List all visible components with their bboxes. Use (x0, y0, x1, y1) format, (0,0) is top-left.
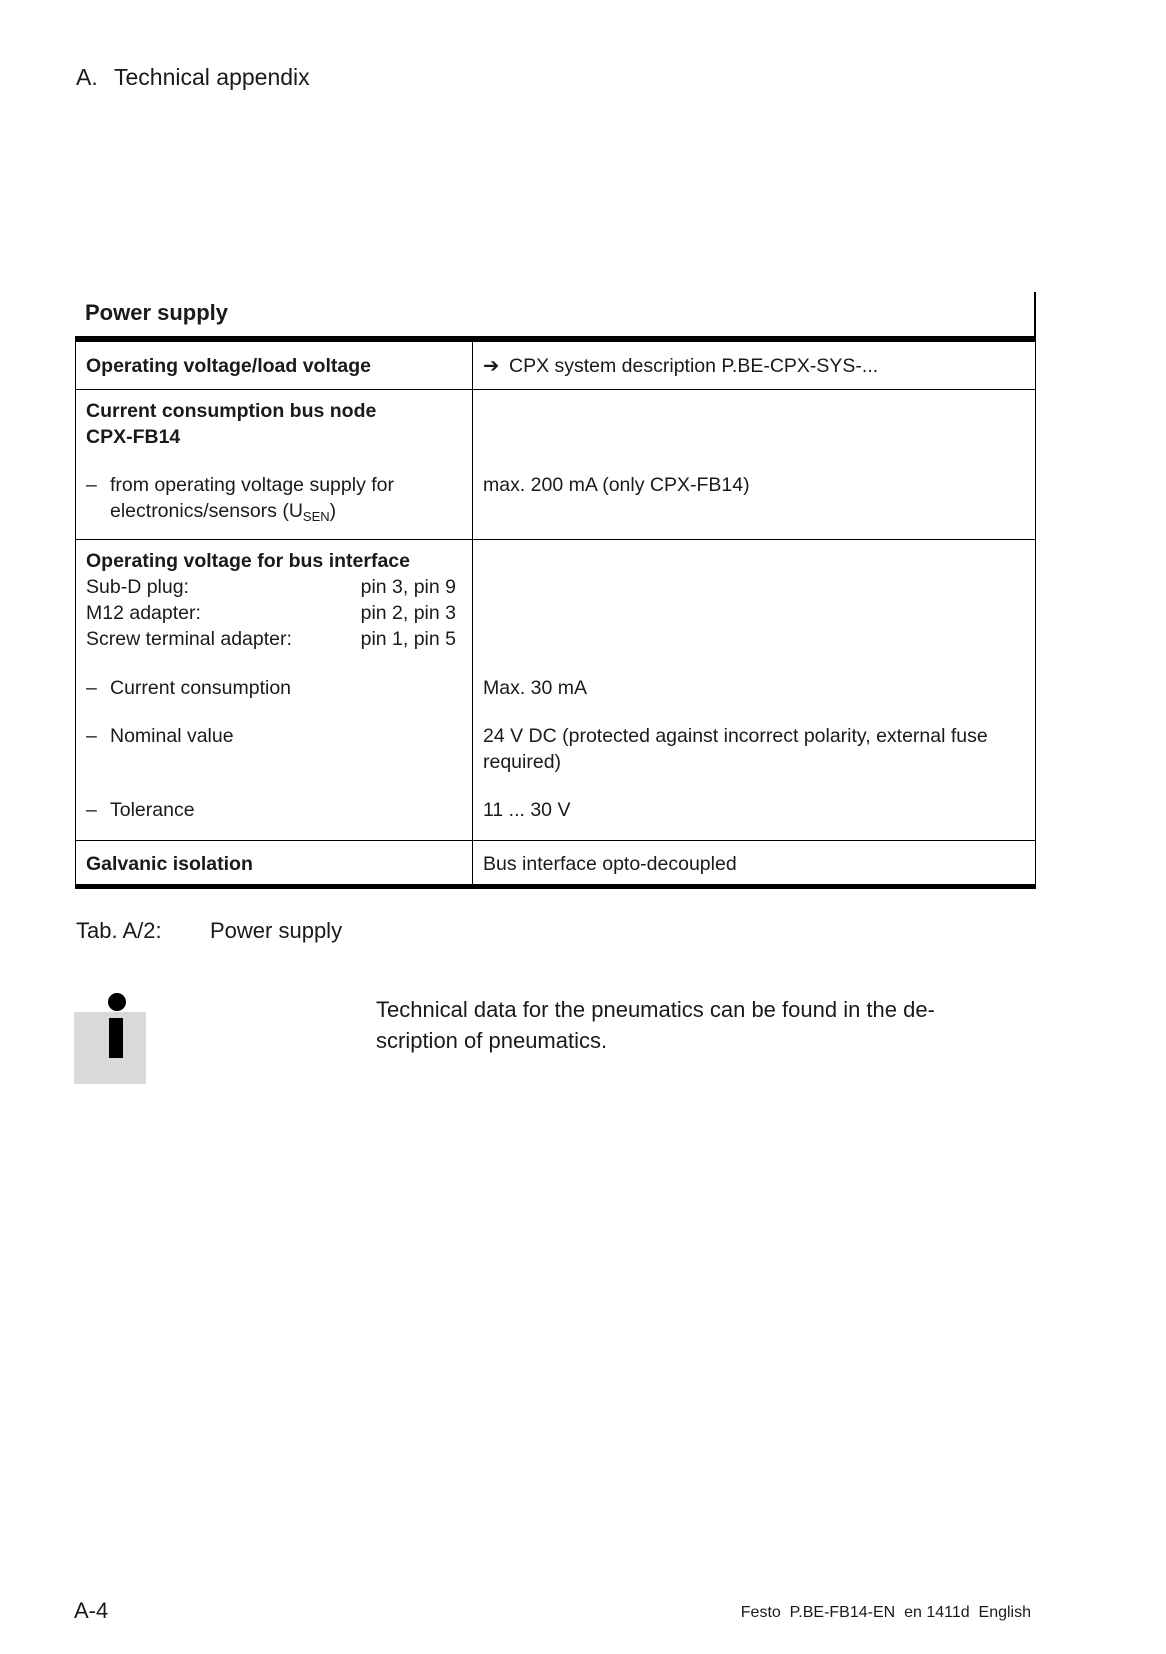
table-cell (76, 540, 473, 840)
table-cell (473, 390, 1035, 539)
row-value: max. 200 mA (only CPX-FB14) (483, 474, 750, 496)
row-value: 24 V DC (protected against incorrect polarity, external fuse (483, 725, 988, 747)
dash: – (86, 677, 97, 699)
arrow-right-icon: ➔ (483, 355, 500, 377)
table-cell (76, 342, 473, 389)
dash: – (86, 799, 97, 821)
table-row (75, 342, 1036, 390)
info-icon (108, 993, 126, 1011)
row-value: 11 ... 30 V (483, 799, 571, 821)
table-bottom-border (75, 884, 1036, 889)
info-note (376, 994, 996, 1056)
caption-text: Power supply (210, 918, 343, 943)
table-cell (473, 841, 1035, 887)
pin-name: Screw terminal adapter: (86, 628, 292, 650)
row-value: required) (483, 751, 562, 773)
pin-values: pin 2, pin 3 (360, 602, 456, 624)
table-cell (76, 390, 473, 539)
row-label: Current consumption bus node (86, 400, 377, 422)
table-cell (473, 540, 1035, 840)
table-title: Power supply (85, 300, 229, 325)
row-label: Operating voltage/load voltage (86, 355, 371, 377)
pin-values: pin 3, pin 9 (360, 576, 456, 598)
item-label: Nominal value (110, 725, 234, 747)
section-letter: A. (76, 64, 98, 90)
note-line: Technical data for the pneumatics can be found in the de- (376, 997, 935, 1022)
table-row (75, 390, 1036, 540)
pin-name: M12 adapter: (86, 602, 201, 624)
row-label: Operating voltage for bus interface (86, 550, 410, 572)
row-value: Max. 30 mA (483, 677, 588, 699)
row-value: Bus interface opto-decoupled (483, 853, 737, 875)
dash: – (86, 725, 97, 747)
table-cell (473, 342, 1035, 389)
section-header (76, 64, 310, 91)
info-icon-stem (109, 1018, 123, 1058)
table-title-row (75, 292, 1036, 338)
row-label: Galvanic isolation (86, 853, 253, 875)
note-line: scription of pneumatics. (376, 1028, 608, 1053)
pin-values: pin 1, pin 5 (360, 628, 456, 650)
caption-number: Tab. A/2: (76, 918, 162, 943)
table-row (75, 841, 1036, 887)
section-title: Technical appendix (114, 64, 310, 90)
item-label: electronics/sensors $(U_{SEN})$ (110, 500, 337, 524)
table-cell (76, 841, 473, 887)
row-label: CPX-FB14 (86, 426, 181, 448)
page-number: A-4 (74, 1598, 109, 1623)
pin-name: Sub-D plug: (86, 576, 189, 598)
row-value: CPX system description P.BE-CPX-SYS-... (509, 355, 879, 377)
item-label: from operating voltage supply for (110, 474, 394, 496)
item-label: Current consumption (110, 677, 292, 699)
document-id: Festo P.BE-FB14-EN en 1411d English (740, 1604, 1031, 1621)
table-row (75, 540, 1036, 841)
dash: – (86, 474, 97, 496)
item-label: Tolerance (110, 799, 195, 821)
table-caption (76, 918, 342, 944)
